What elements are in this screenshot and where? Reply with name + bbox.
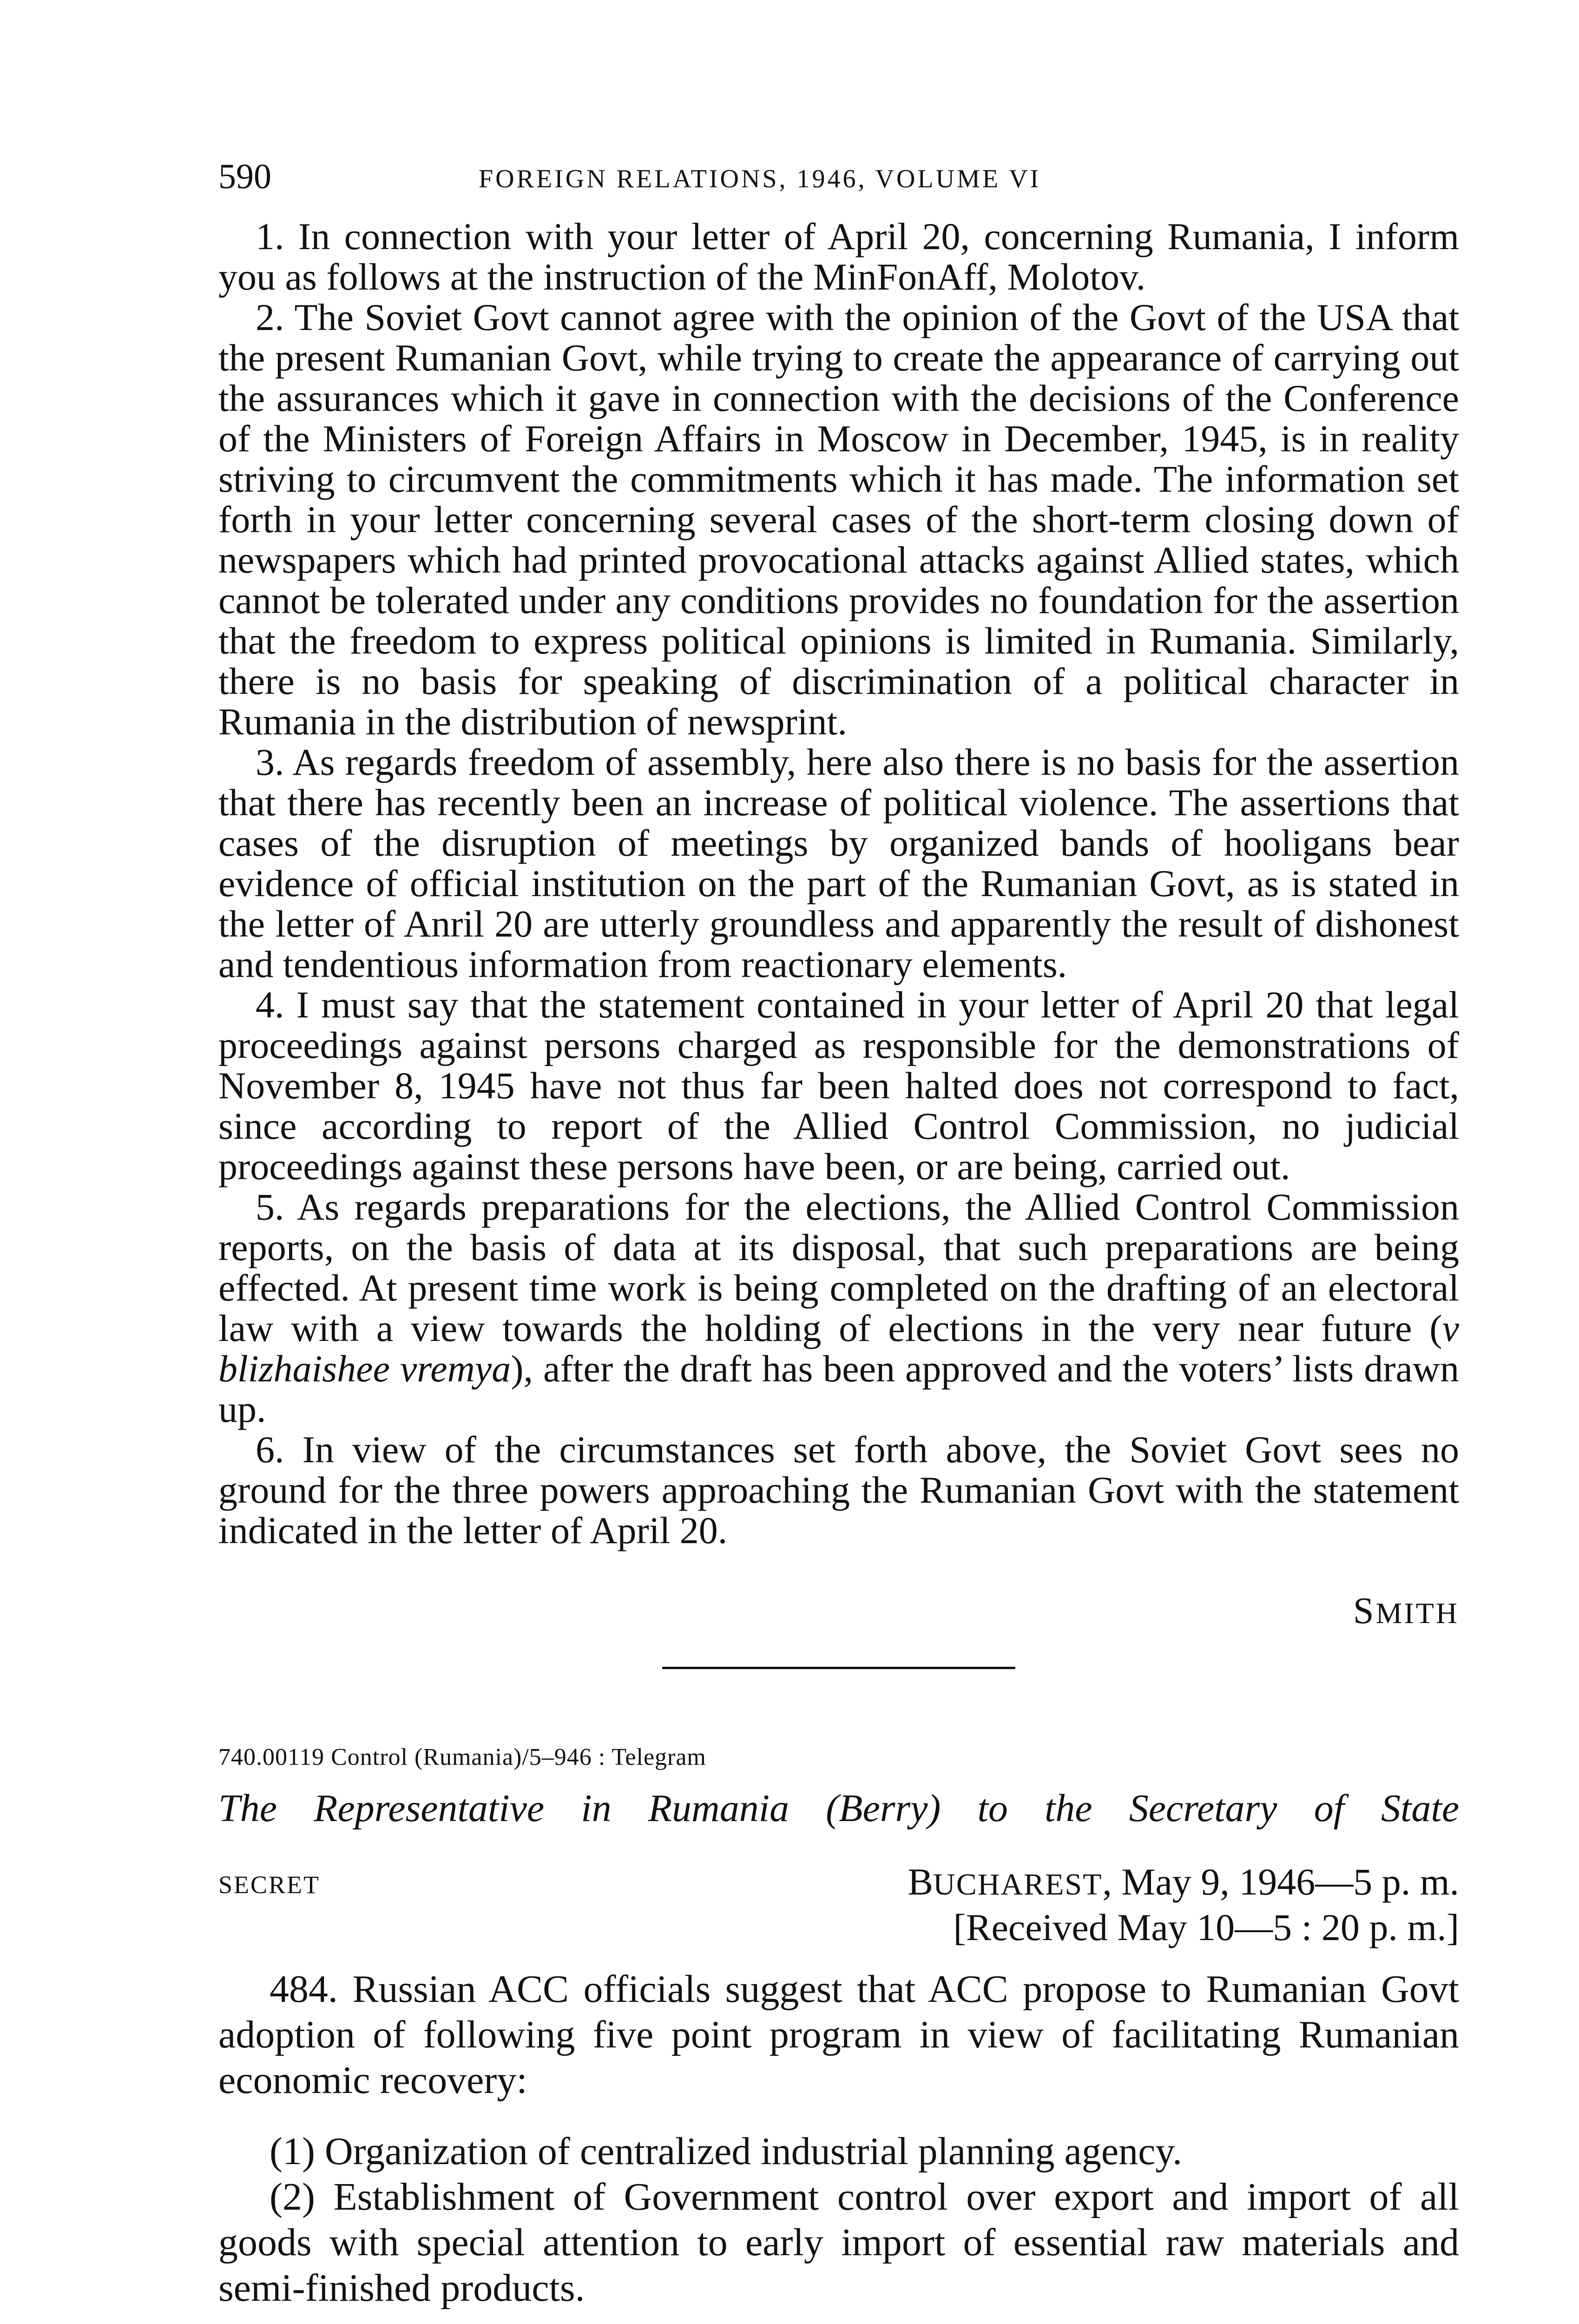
paragraph-5-text-end: ), after the draft has been approved and the voters’ lists drawn up. xyxy=(218,1347,1460,1430)
paragraph-5-text: 5. As regards preparations for the elections, the Allied Control Commission reports, on the basis of data at its disposal, that such preparations are being effected. At present time work is being completed on the drafting of an electoral law with a view towards the holding of elections in the very near future ( xyxy=(218,1186,1459,1349)
place-initial: B xyxy=(908,1861,934,1903)
letter-paragraph: 1. In connection with your letter of April 20, concerning Rumania, I inform you as follows at the instruction of the MinFonAff, Molotov. xyxy=(218,215,1459,298)
file-reference: 740.00119 Control (Rumania)/5–946 : Telegram xyxy=(218,1744,706,1770)
signature-initial: S xyxy=(1353,1591,1376,1631)
classification-label: SECRET xyxy=(218,1871,321,1899)
place-and-date xyxy=(908,1860,1459,1907)
running-header xyxy=(218,153,1459,205)
letter-paragraph: 4. I must say that the statement contained in your letter of April 20 that legal proceedings against persons charged as responsible for the demonstrations of November 8, 1945 have not thus far been halted does not correspond to fact, since according to report of the Allied Control Commission, no judicial proceedings against these persons have been, or are being, carried out. xyxy=(218,984,1459,1188)
letter-paragraph: 2. The Soviet Govt cannot agree with the opinion of the Govt of the USA that the present Rumanian Govt, while trying to create the appearance of carrying out the assurances which it gave in connection with the decisions of the Conference of the Ministers of Foreign Affairs in Moscow in December, 1945, is in reality striving to circumvent the commitments which it has made. The information set forth in your letter concerning several cases of the short-term closing down of newspapers which had printed provocational attacks against Allied states, which cannot be tolerated under any conditions provides no foundation for the assertion that the freedom to express political opinions is limited in Rumania. Similarly, there is no basis for speaking of discrimination of a political character in Rumania in the distribution of newsprint. xyxy=(218,296,1459,743)
document-title: The Representative in Rumania (Berry) to the Secretary of State xyxy=(218,1787,1459,1830)
section-divider xyxy=(662,1667,1015,1669)
signature-rest: MITH xyxy=(1375,1597,1459,1630)
sent-date: , May 9, 1946—5 p. m. xyxy=(1102,1861,1459,1903)
letter-paragraph xyxy=(218,1187,1459,1429)
running-title: FOREIGN RELATIONS, 1946, VOLUME VI xyxy=(479,165,1041,193)
telegram-intro: 484. Russian ACC officials suggest that ACC propose to Rumanian Govt adoption of following five point program in view of facilitating Rumanian economic recovery: xyxy=(218,1967,1459,2102)
russian-phrase: v blizhaishee vremya xyxy=(218,1307,1459,1390)
letter-paragraph: 3. As regards freedom of assembly, here also there is no basis for the assertion that there has recently been an increase of political violence. The assertions that cases of the disruption of meetings by organized bands of hooligans bear evidence of official institution on the part of the Rumanian Govt, as is stated in the letter of Anril 20 are utterly groundless and apparently the result of dishonest and tendentious information from reactionary elements. xyxy=(218,741,1459,985)
program-item: (1) Organization of centralized industrial planning agency. xyxy=(270,2130,1182,2173)
signature xyxy=(218,1590,1459,1634)
soviet-letter-body xyxy=(218,216,1459,1551)
received-date: [Received May 10—5 : 20 p. m.] xyxy=(953,1906,1459,1948)
document-page xyxy=(218,153,1459,2311)
dateline xyxy=(218,1860,1459,1967)
program-item: (2) Establishment of Government control over export and import of all goods with special attention to early import of essential raw materials and semi-finished products. xyxy=(218,2175,1459,2310)
page-number: 590 xyxy=(218,157,271,196)
letter-paragraph: 6. In view of the circumstances set forth above, the Soviet Govt sees no ground for the three powers approaching the Rumanian Govt with the statement indicated in the letter of April 20. xyxy=(218,1428,1459,1552)
place-rest: UCHAREST xyxy=(933,1868,1103,1901)
telegram-body xyxy=(218,1967,1459,2311)
